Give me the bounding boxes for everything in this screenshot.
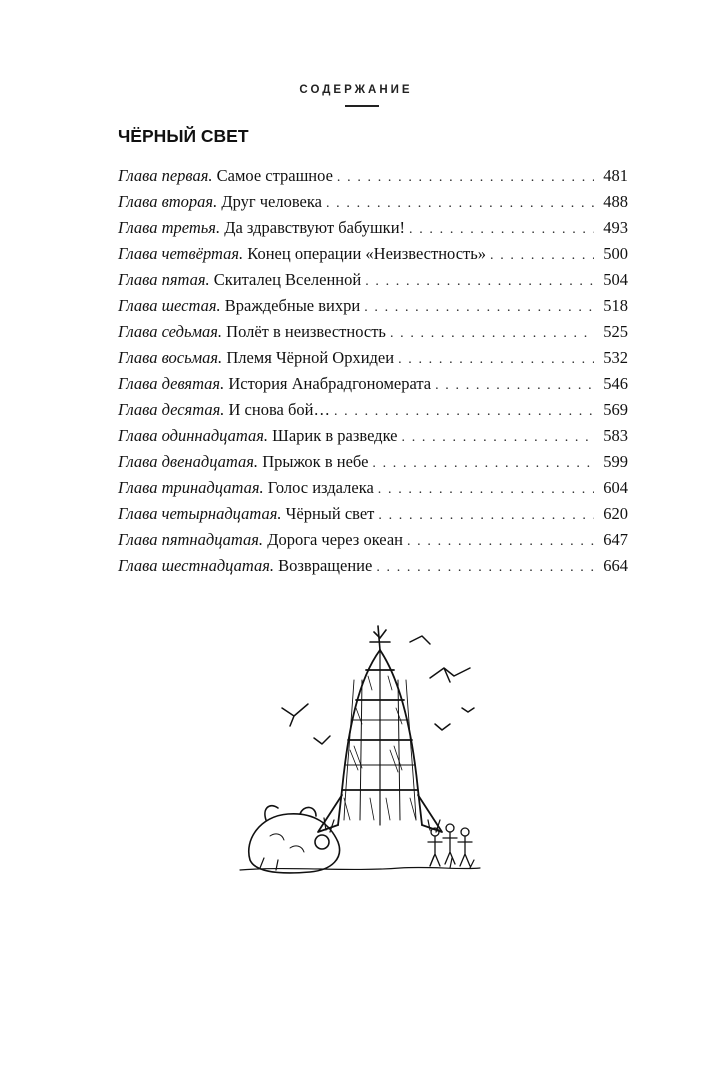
page-number: 569: [603, 400, 628, 419]
toc-entry[interactable]: [118, 241, 628, 267]
toc-label: [118, 163, 333, 189]
page-number: 604: [603, 478, 628, 497]
page-number: 583: [603, 426, 628, 445]
chapter-number: Глава вторая.: [118, 192, 218, 211]
chapter-title: Возвращение: [278, 556, 373, 575]
page-number: 488: [603, 192, 628, 211]
chapter-title: Прыжок в небе: [262, 452, 369, 471]
toc-label: [118, 449, 368, 475]
toc-entry[interactable]: [118, 449, 628, 475]
toc-entry[interactable]: [118, 553, 628, 579]
chapter-number: Глава пятнадцатая.: [118, 530, 264, 549]
toc-label: [118, 371, 431, 397]
dot-leader: [334, 399, 594, 425]
chapter-number: Глава шестнадцатая.: [118, 556, 275, 575]
dot-leader: [376, 555, 594, 581]
toc-label: [118, 553, 372, 579]
page-number: 504: [603, 270, 628, 289]
toc-entry[interactable]: [118, 475, 628, 501]
dot-leader: [407, 529, 594, 555]
chapter-title: Чёрный свет: [285, 504, 375, 523]
chapter-title: Скиталец Вселенной: [213, 270, 362, 289]
toc-label: [118, 319, 386, 345]
chapter-number: Глава одиннадцатая.: [118, 426, 269, 445]
page-number: 664: [603, 556, 628, 575]
dot-leader: [364, 295, 594, 321]
toc-label: [118, 345, 394, 371]
toc-entry[interactable]: [118, 371, 628, 397]
toc-label: [118, 215, 405, 241]
chapter-number: Глава шестая.: [118, 296, 221, 315]
chapter-number: Глава четырнадцатая.: [118, 504, 282, 523]
chapter-number: Глава восьмая.: [118, 348, 223, 367]
dot-leader: [398, 347, 594, 373]
chapter-title: Дорога через океан: [267, 530, 403, 549]
toc-entry[interactable]: [118, 215, 628, 241]
toc-entry[interactable]: [118, 527, 628, 553]
page-number: 532: [603, 348, 628, 367]
toc-label: [118, 241, 486, 267]
toc-entry[interactable]: [118, 397, 628, 423]
dot-leader: [402, 425, 595, 451]
dot-leader: [378, 503, 594, 529]
chapter-number: Глава седьмая.: [118, 322, 223, 341]
chapter-number: Глава четвёртая.: [118, 244, 244, 263]
toc-label: [118, 397, 330, 423]
page-number: 647: [603, 530, 628, 549]
toc-entry[interactable]: [118, 319, 628, 345]
section-title: ЧЁРНЫЙ СВЕТ: [118, 126, 249, 146]
page-number: 500: [603, 244, 628, 263]
dot-leader: [490, 243, 594, 269]
dot-leader: [390, 321, 594, 347]
chapter-title: Враждебные вихри: [224, 296, 361, 315]
chapter-title: Друг человека: [221, 192, 322, 211]
toc-entry[interactable]: [118, 293, 628, 319]
chapter-number: Глава двенадцатая.: [118, 452, 259, 471]
dot-leader: [409, 217, 594, 243]
toc-entry[interactable]: [118, 267, 628, 293]
toc-label: [118, 267, 361, 293]
page-number: 620: [603, 504, 628, 523]
dot-leader: [378, 477, 594, 503]
dot-leader: [326, 191, 594, 217]
toc-label: [118, 475, 374, 501]
toc-label: [118, 527, 403, 553]
dot-leader: [365, 269, 594, 295]
toc-label: [118, 501, 374, 527]
header-rule: [345, 105, 379, 107]
toc-label: [118, 189, 322, 215]
chapter-number: Глава первая.: [118, 166, 213, 185]
page-number: 518: [603, 296, 628, 315]
chapter-number: Глава пятая.: [118, 270, 210, 289]
toc-entry[interactable]: [118, 189, 628, 215]
toc-label: [118, 293, 360, 319]
toc-entry[interactable]: [118, 345, 628, 371]
chapter-number: Глава тринадцатая.: [118, 478, 264, 497]
running-head: СОДЕРЖАНИЕ: [299, 84, 413, 96]
chapter-title: Полёт в неизвестность: [226, 322, 386, 341]
toc-label: [118, 423, 398, 449]
page-number: 493: [603, 218, 628, 237]
chapter-number: Глава девятая.: [118, 374, 225, 393]
page-number: 481: [603, 166, 628, 185]
chapter-number: Глава третья.: [118, 218, 221, 237]
chapter-title: Шарик в разведке: [272, 426, 398, 445]
dot-leader: [337, 165, 594, 191]
chapter-title: Да здравствуют бабушки!: [224, 218, 406, 237]
dot-leader: [372, 451, 594, 477]
chapter-title: Голос издалека: [267, 478, 374, 497]
chapter-title: Племя Чёрной Орхидеи: [226, 348, 395, 367]
chapter-title: Конец операции «Неизвестность»: [247, 244, 487, 263]
chapter-title: И снова бой…: [228, 400, 330, 419]
page-number: 546: [603, 374, 628, 393]
page-number: 599: [603, 452, 628, 471]
toc-entry[interactable]: [118, 423, 628, 449]
antenna-icon: [370, 626, 390, 650]
chapter-number: Глава десятая.: [118, 400, 225, 419]
chapter-title: История Анабрадгономерата: [228, 374, 432, 393]
ground-icon: [240, 818, 480, 870]
dot-leader: [435, 373, 594, 399]
rocket-sketch-icon: [230, 620, 490, 900]
page-number: 525: [603, 322, 628, 341]
chapter-title: Самое страшное: [216, 166, 333, 185]
toc-entry[interactable]: [118, 163, 628, 189]
toc-entry[interactable]: [118, 501, 628, 527]
rocket-body-icon: [338, 650, 422, 825]
table-of-contents: [118, 163, 628, 579]
